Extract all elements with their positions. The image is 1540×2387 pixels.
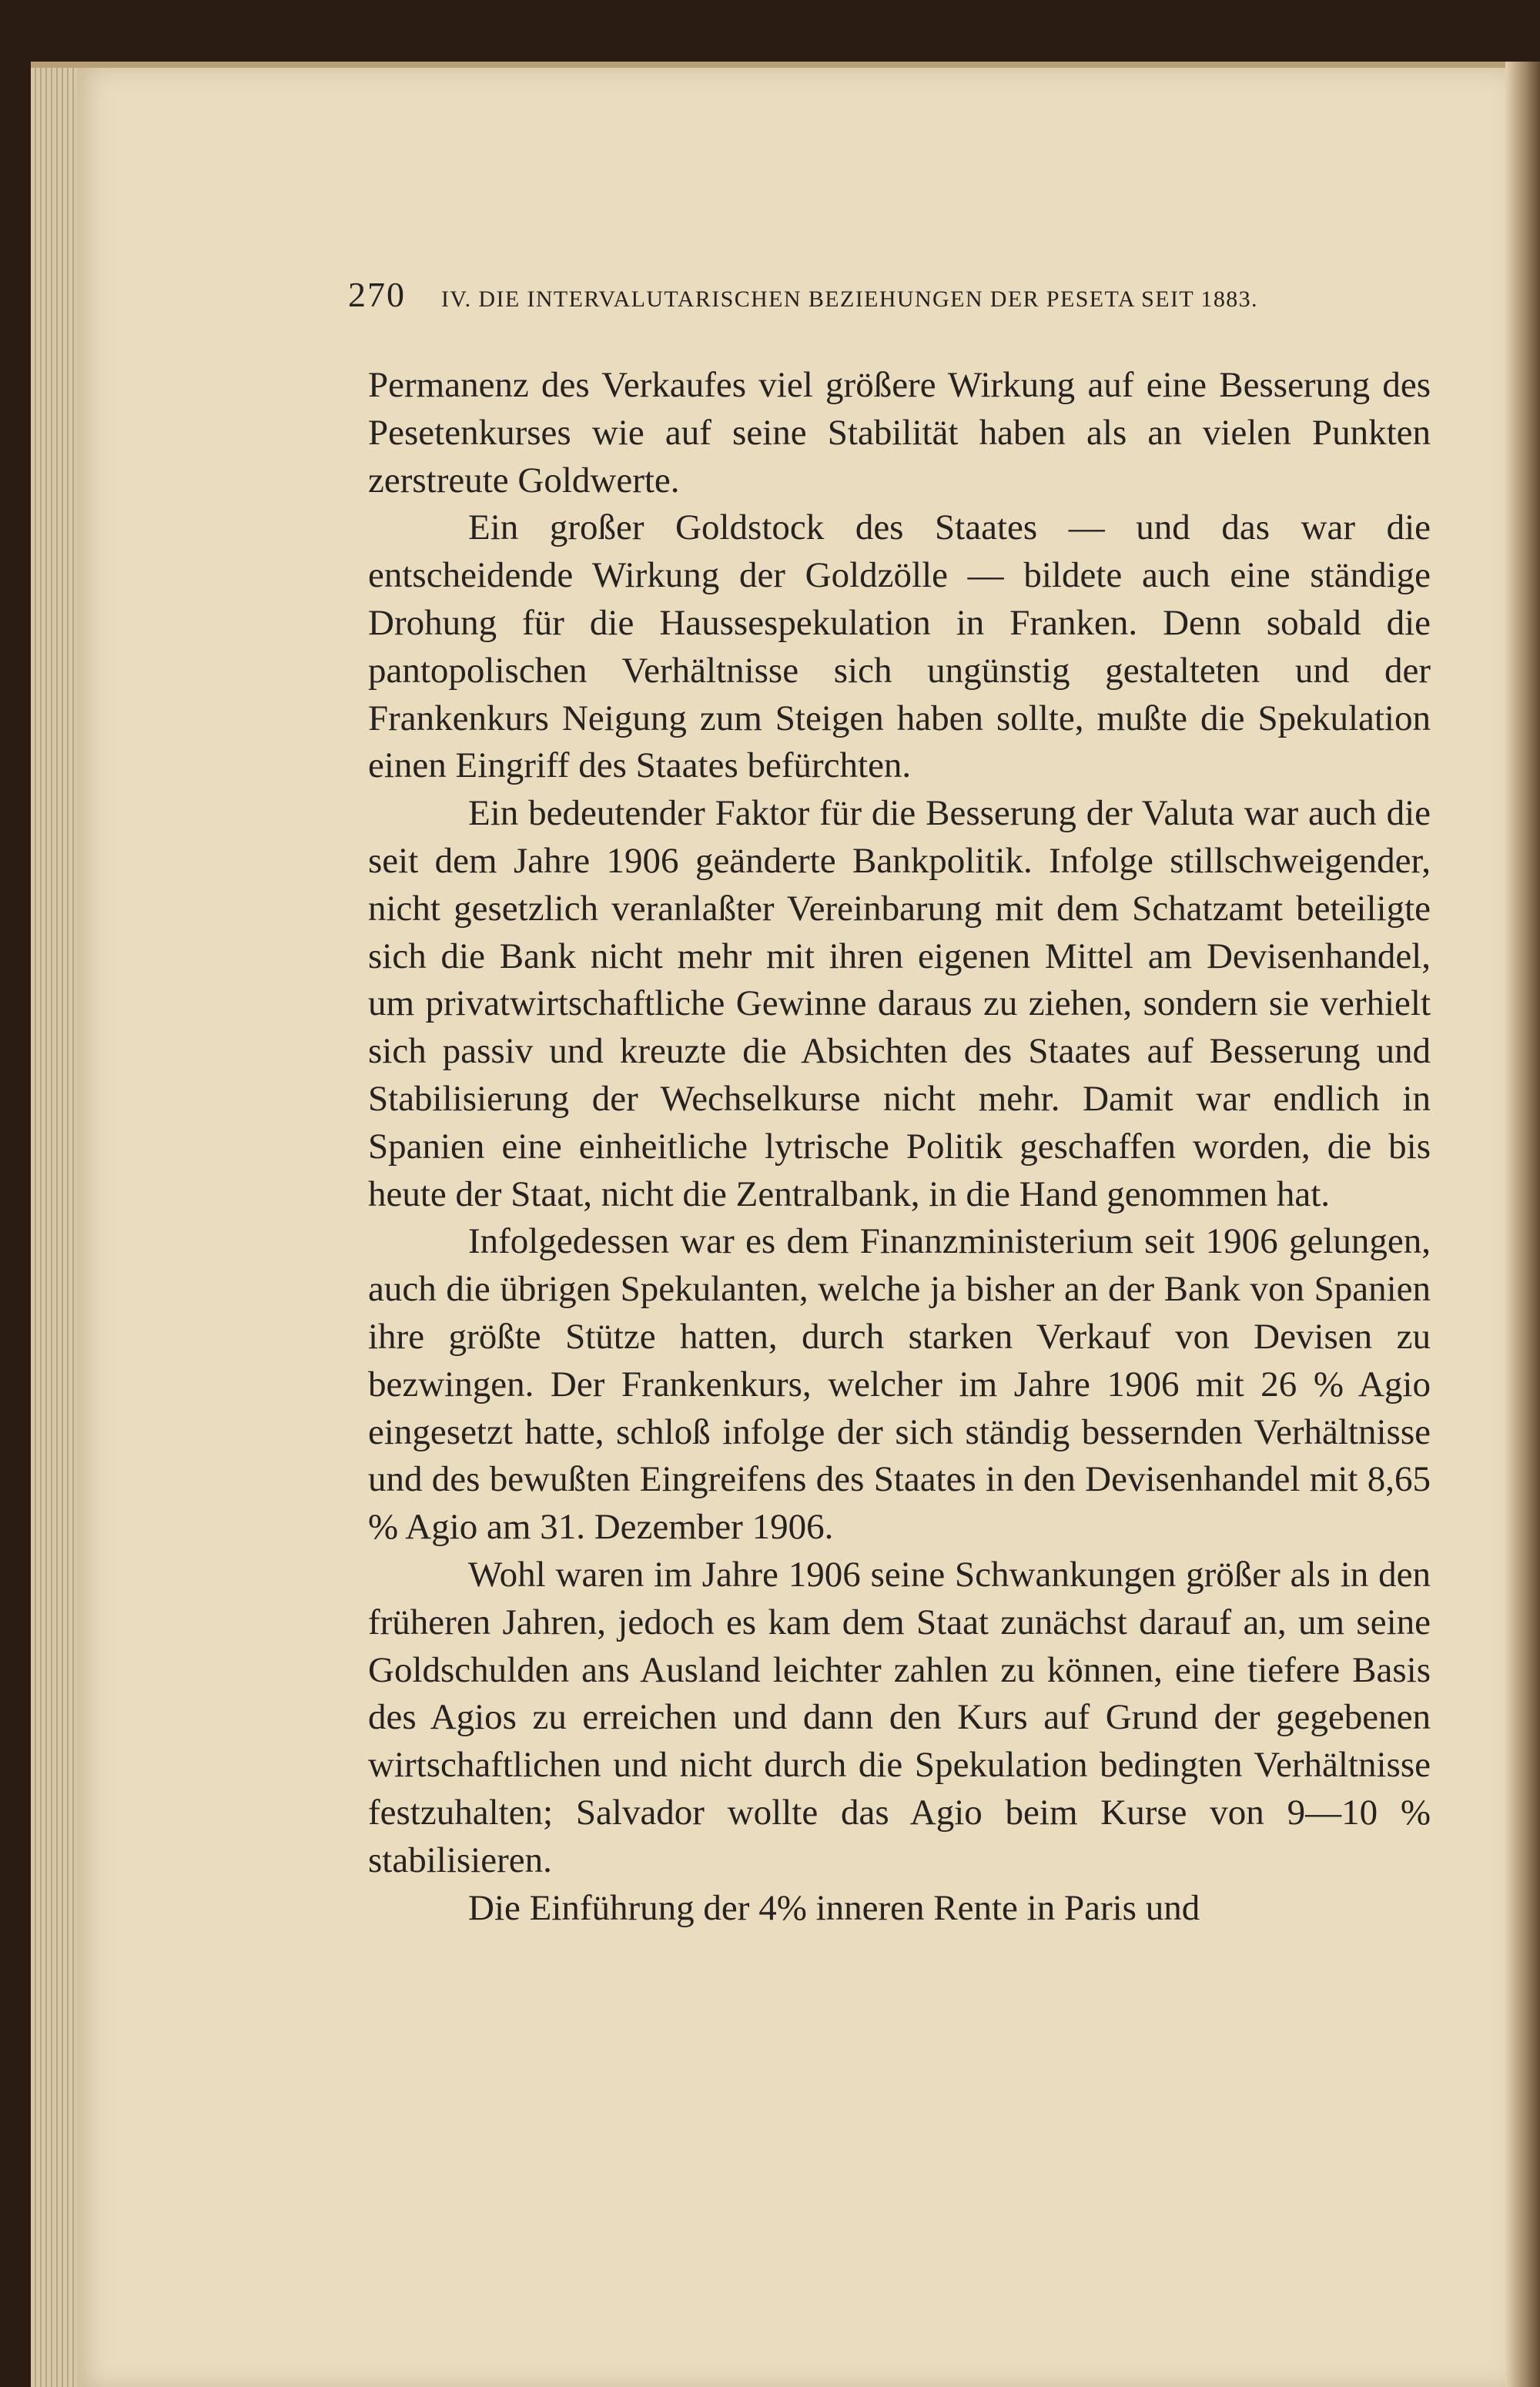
paragraph: Wohl waren im Jahre 1906 seine Schwankungen größer als in den früheren Jahren, jedoch es kam dem Staat zunächst darauf an, um seine Goldschulden ans Ausland leichter zahlen zu können, eine tiefere Basis des Agios zu erreichen und dann den Kurs auf Grund der gegebenen wirtschaftlichen und nicht durch die Spekulation bedingten Verhältnisse festzuhalten; Salvador wollte das Agio beim Kurse von 9—10 % stabilisieren. <box>368 1554 1431 1880</box>
running-head: IV. DIE INTERVALUTARISCHEN BEZIEHUNGEN DER PESETA SEIT 1883. <box>441 286 1258 312</box>
paragraph: Permanenz des Verkaufes viel größere Wirkung auf eine Besserung des Pesetenkurses wie auf seine Stabilität haben als an vielen Punkten zerstreute Goldwerte. <box>368 365 1431 500</box>
body-text <box>368 362 1431 1932</box>
paragraph: Die Einführung der 4% inneren Rente in Paris und <box>468 1887 1200 1928</box>
paragraph: Infolgedessen war es dem Finanzministerium seit 1906 gelungen, auch die übrigen Spekulanten, welche ja bisher an der Bank von Spanien ihre größte Stütze hatten, durch starken Verkauf von Devisen zu bezwingen. Der Frankenkurs, welcher im Jahre 1906 mit 26 % Agio eingesetzt hatte, schloß infolge der sich ständig bessernden Verhältnisse und des bewußten Eingreifens des Staates in den Devisenhandel mit 8,65 % Agio am 31. Dezember 1906. <box>368 1221 1431 1548</box>
paragraph: Ein bedeutender Faktor für die Besserung der Valuta war auch die seit dem Jahre 1906 geänderte Bankpolitik. Infolge stillschweigender, nicht gesetzlich veranlaßter Vereinbarung mit dem Schatzamt beteiligte sich die Bank nicht mehr mit ihren eigenen Mittel am Devisenhandel, um privatwirtschaftliche Gewinne daraus zu ziehen, sondern sie verhielt sich passiv und kreuzte die Absichten des Staates auf Besserung und Stabilisierung der Wechselkurse nicht mehr. Damit war endlich in Spanien eine einheitliche lytrische Politik geschaffen worden, die bis heute der Staat, nicht die Zentralbank, in die Hand genommen hat. <box>368 793 1431 1214</box>
page-header <box>348 274 1441 315</box>
page-edge-right <box>1505 62 1540 2387</box>
page-number: 270 <box>348 275 406 314</box>
paragraph: Ein großer Goldstock des Staates — und das war die entscheidende Wirkung der Goldzölle — bildete auch eine ständige Drohung für die Haussespekulation in Franken. Denn sobald die pantopolischen Verhältnisse sich ungünstig gestalteten und der Frankenkurs Neigung zum Steigen haben sollte, mußte die Spekulation einen Eingriff des Staates befürchten. <box>368 507 1431 786</box>
page-edges-left <box>31 68 77 2387</box>
